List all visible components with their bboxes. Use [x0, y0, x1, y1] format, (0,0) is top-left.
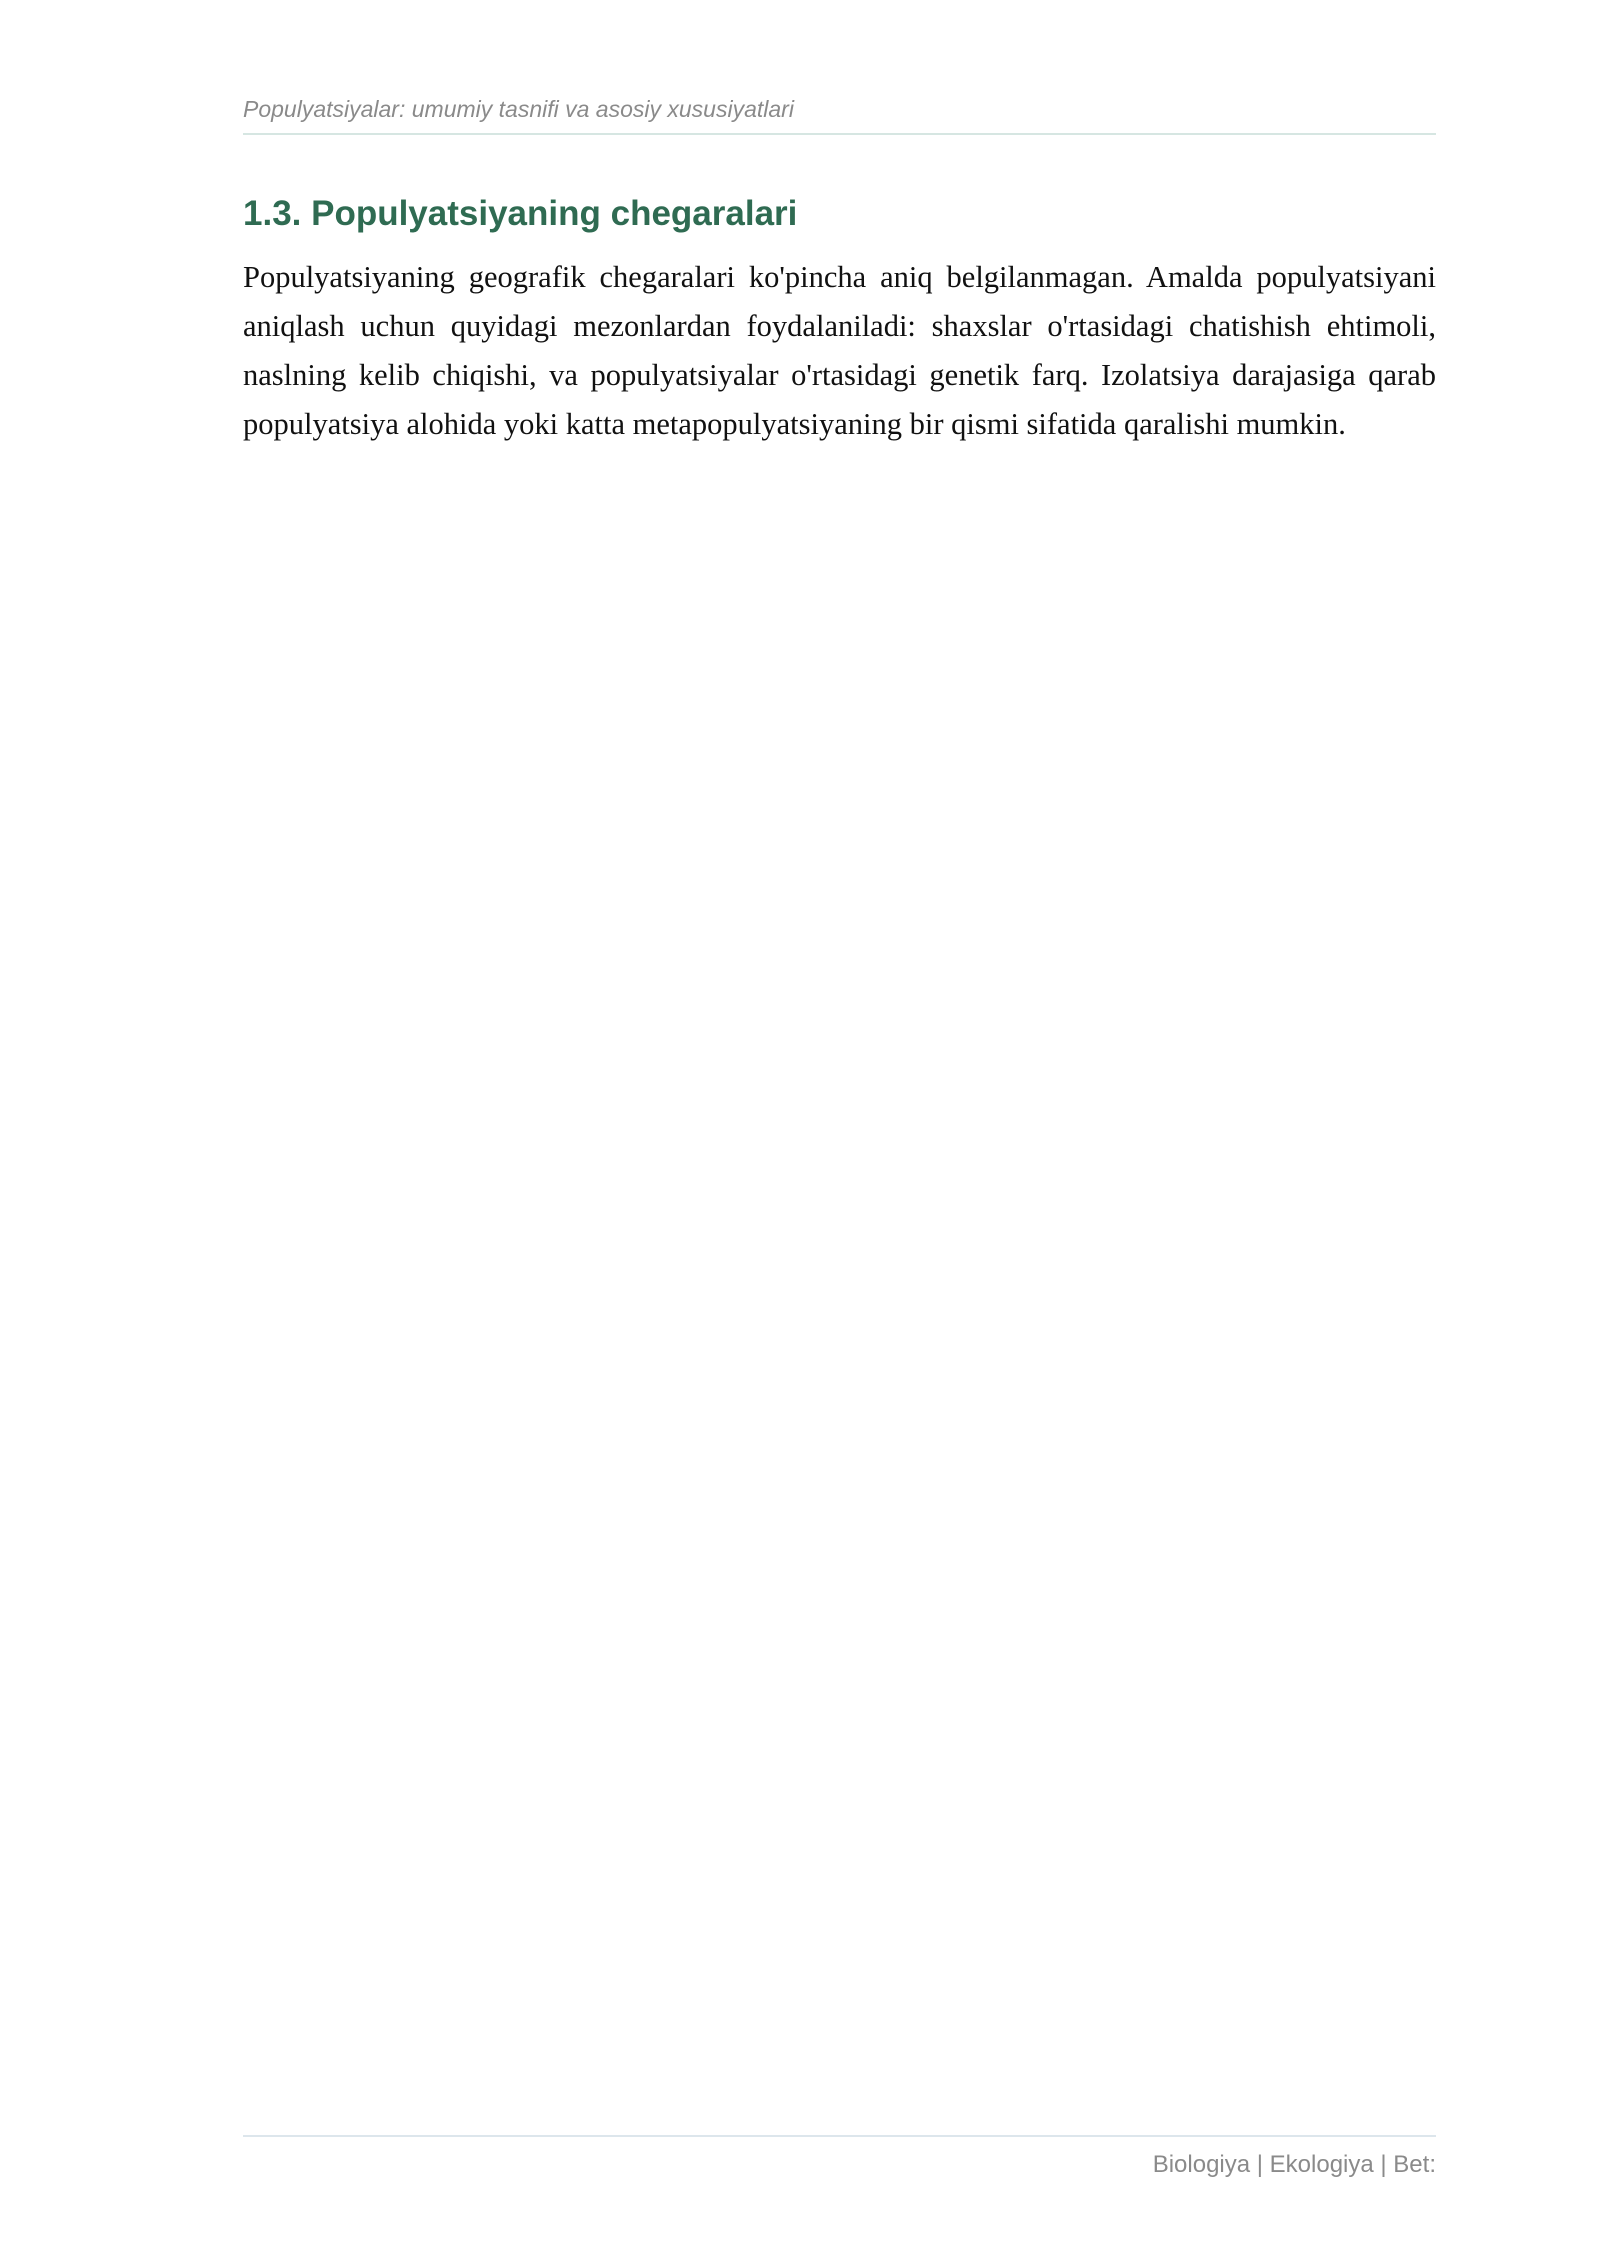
- section-heading: 1.3. Populyatsiyaning chegaralari: [243, 194, 798, 233]
- footer-divider: [243, 2135, 1436, 2137]
- body-paragraph: Populyatsiyaning geografik chegaralari ko'pincha aniq belgilanmagan. Amalda populyatsiyani aniqlash uchun quyidagi mezonlardan foydalaniladi: shaxslar o'rtasidagi chatishish ehtimoli, naslning kelib chiqishi, va populyatsiyalar o'rtasidagi genetik farq. Izolatsiya darajasiga qarab populyatsiya alohida yoki katta metapopulyatsiyaning bir qismi sifatida qaralishi mumkin.: [243, 260, 1436, 441]
- running-header: Populyatsiyalar: umumiy tasnifi va asosiy xususiyatlari: [243, 96, 794, 122]
- header-divider: [243, 133, 1436, 135]
- running-footer: Biologiya | Ekologiya | Bet:: [1152, 2151, 1436, 2178]
